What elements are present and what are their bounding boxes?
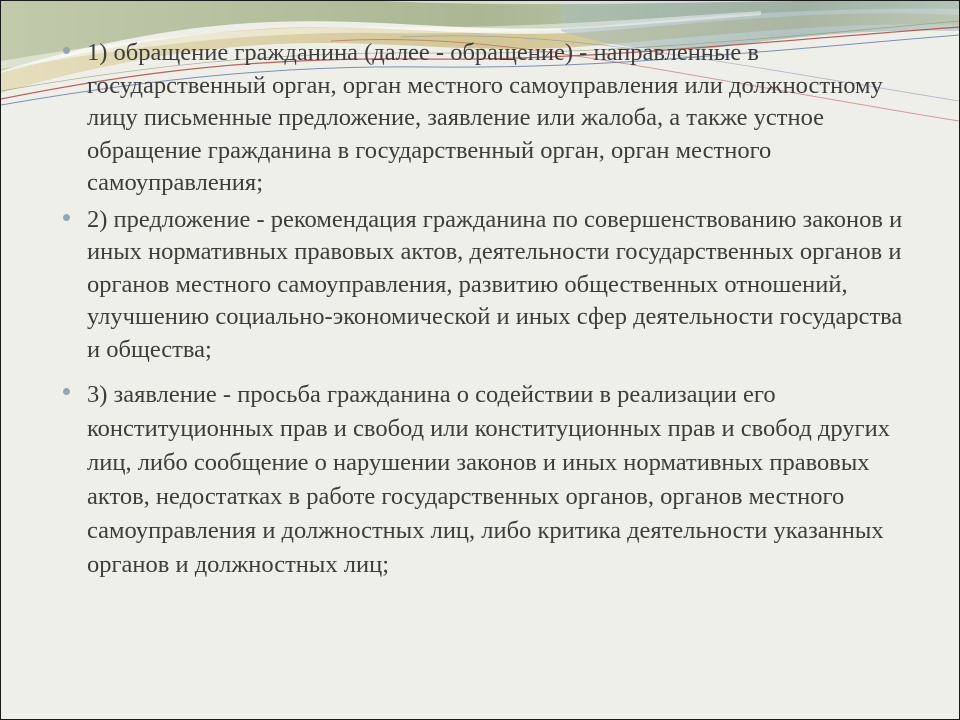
list-item-text: 3) заявление - просьба гражданина о содействии в реализации его конституционных прав и свобод или конституционных прав и свобод других лиц, либо сообщение о нарушении законов и иных нормативных правовых актов, недостатках в работе государственных органов, органов местного самоуправления и должностных лиц, либо критика деятельности указанных органов и должностных лиц; xyxy=(87,381,890,578)
list-item-text: 2) предложение - рекомендация гражданина по совершенствованию законов и иных нормативных правовых актов, деятельности государственных органов и органов местного самоуправления, развитию общественных отношений, улучшению социально-экономической и иных сфер деятельности государства и общества; xyxy=(87,205,903,363)
list-item-text: 1) обращение гражданина (далее - обращение) - направленные в государственный орган, орган местного самоуправления или должностному лицу письменные предложение, заявление или жалоба, а также устное обращение гражданина в государственный орган, орган местного самоуправления; xyxy=(87,39,883,196)
bullet-icon xyxy=(63,47,70,54)
bullet-icon xyxy=(63,214,70,221)
bullet-list xyxy=(57,37,917,582)
list-item xyxy=(57,204,917,367)
list-item xyxy=(57,378,917,582)
list-item xyxy=(57,37,917,200)
bullet-icon xyxy=(63,388,70,395)
